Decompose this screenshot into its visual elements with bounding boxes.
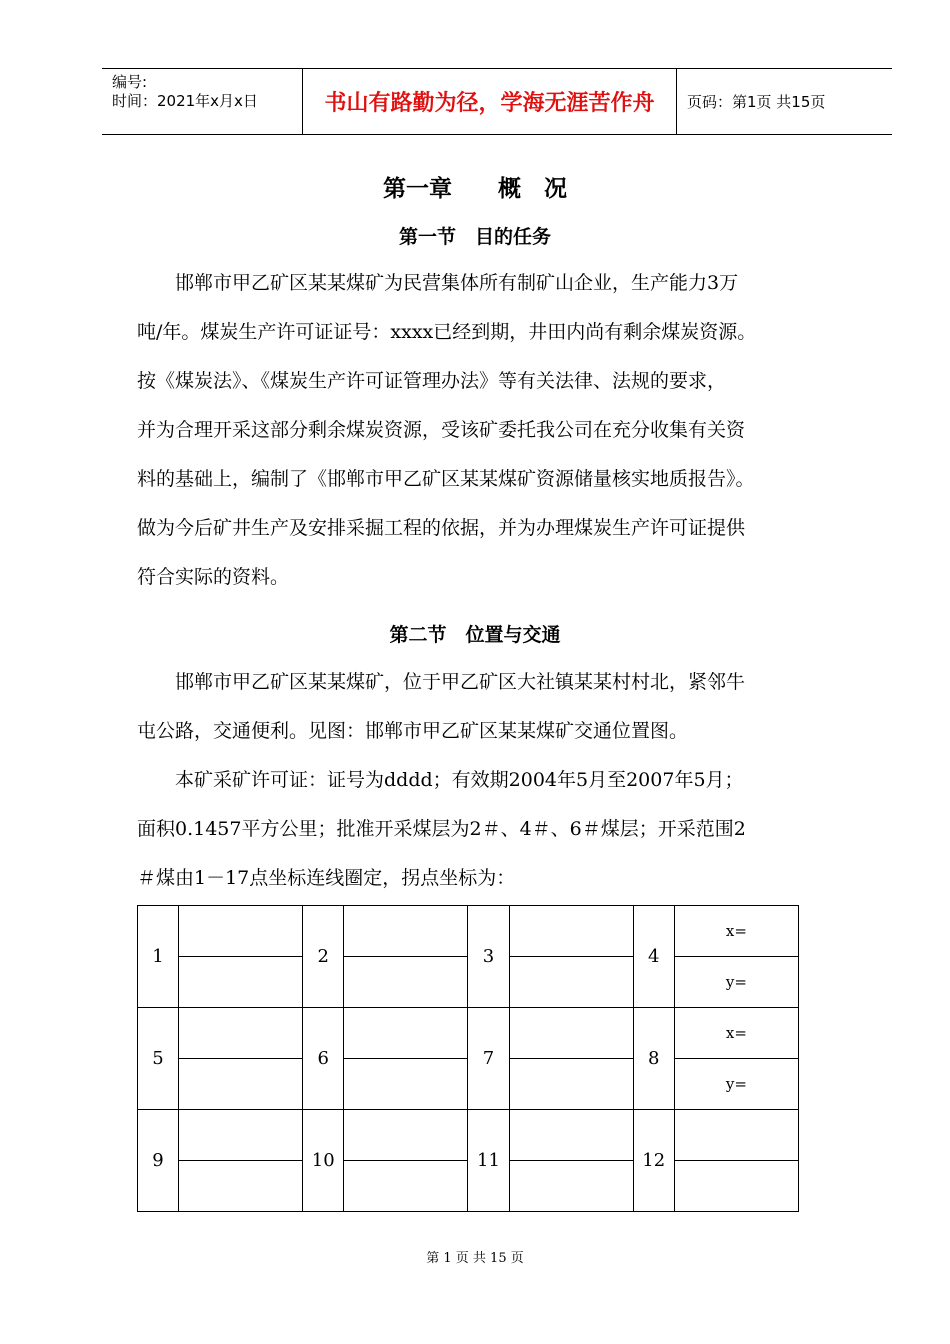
page-footer: 第 1 页 共 15 页 — [426, 1251, 524, 1266]
body-line: 料的基础上，编制了《邯郸市甲乙矿区某某煤矿资源储量核实地质报告》。 — [137, 468, 755, 490]
section-title-1: 第一节 目的任务 — [398, 226, 551, 248]
point-number: 2 — [303, 906, 344, 1008]
coord-y-cell: y= — [674, 957, 798, 1008]
coord-cell — [509, 957, 633, 1008]
coord-cell — [344, 1161, 468, 1212]
coord-x-cell: x= — [674, 906, 798, 957]
point-number: 5 — [138, 1008, 179, 1110]
coord-cell — [179, 1008, 303, 1059]
point-number: 10 — [303, 1110, 344, 1212]
point-number: 4 — [633, 906, 674, 1008]
point-number: 7 — [468, 1008, 509, 1110]
coord-cell — [344, 957, 468, 1008]
coord-cell — [179, 1110, 303, 1161]
body-line: 吨/年。煤炭生产许可证证号：xxxx已经到期，井田内尚有剩余煤炭资源。 — [137, 321, 757, 343]
body-line: 符合实际的资料。 — [137, 566, 290, 588]
point-number: 3 — [468, 906, 509, 1008]
body-line: 本矿采矿许可证：证号为dddd；有效期2004年5月至2007年5月； — [137, 769, 744, 791]
coord-y-cell: y= — [674, 1059, 798, 1110]
page-header — [102, 68, 892, 135]
coordinates-table — [137, 905, 799, 1212]
point-number: 11 — [468, 1110, 509, 1212]
point-number: 12 — [633, 1110, 674, 1212]
coord-cell — [509, 1110, 633, 1161]
body-line: ＃煤由1－17点坐标连线圈定，拐点坐标为： — [137, 867, 516, 889]
coord-cell — [179, 1059, 303, 1110]
coord-cell — [179, 957, 303, 1008]
coord-cell — [179, 1161, 303, 1212]
header-page-info: 页码：第1页 共15页 — [687, 93, 826, 111]
coord-cell — [509, 1059, 633, 1110]
point-number: 1 — [138, 906, 179, 1008]
coord-x-cell — [674, 1110, 798, 1161]
number-label: 编号: — [112, 73, 148, 91]
coord-cell — [179, 906, 303, 957]
coord-cell — [344, 1059, 468, 1110]
section-title-2: 第二节 位置与交通 — [389, 624, 561, 646]
coord-cell — [509, 906, 633, 957]
body-line: 邯郸市甲乙矿区某某煤矿，位于甲乙矿区大社镇某某村村北，紧邻牛 — [137, 671, 746, 693]
point-number: 9 — [138, 1110, 179, 1212]
coord-x-cell: x= — [674, 1008, 798, 1059]
coord-cell — [344, 906, 468, 957]
chapter-title: 第一章 概 况 — [383, 176, 567, 202]
coord-cell — [509, 1161, 633, 1212]
section-2-body — [137, 658, 862, 903]
coord-cell — [509, 1008, 633, 1059]
coord-y-cell — [674, 1161, 798, 1212]
body-line: 面积0.1457平方公里；批准开采煤层为2＃、4＃、6＃煤层；开采范围2 — [137, 818, 746, 840]
body-line: 屯公路，交通便利。见图：邯郸市甲乙矿区某某煤矿交通位置图。 — [137, 720, 689, 742]
date-label: 时间：2021年x月x日 — [112, 92, 258, 110]
body-line: 做为今后矿井生产及安排采掘工程的依据，并为办理煤炭生产许可证提供 — [137, 517, 746, 539]
body-line: 并为合理开采这部分剩余煤炭资源，受该矿委托我公司在充分收集有关资 — [137, 419, 746, 441]
header-left-cell — [102, 69, 303, 134]
point-number: 6 — [303, 1008, 344, 1110]
point-number: 8 — [633, 1008, 674, 1110]
coord-cell — [344, 1110, 468, 1161]
body-line: 邯郸市甲乙矿区某某煤矿为民营集体所有制矿山企业，生产能力3万 — [137, 272, 739, 294]
coord-cell — [344, 1008, 468, 1059]
header-motto: 书山有路勤为径，学海无涯苦作舟 — [303, 69, 677, 134]
body-line: 按《煤炭法》、《煤炭生产许可证管理办法》等有关法律、法规的要求， — [137, 370, 727, 392]
section-1-body — [137, 259, 862, 602]
